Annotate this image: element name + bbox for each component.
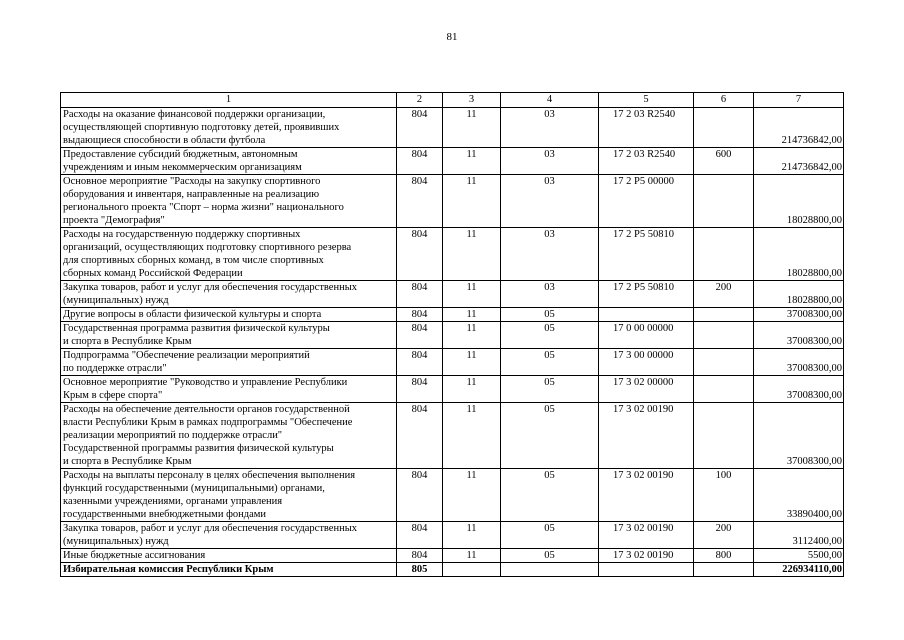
row-expense-type-cell	[694, 108, 754, 148]
row-name-cell: Предоставление субсидий бюджетным, автономным учреждениям и иным некоммерческим организациям	[61, 148, 397, 175]
row-name-cell: Другие вопросы в области физической культуры и спорта	[61, 308, 397, 322]
row-amount-cell: 37008300,00	[754, 322, 844, 349]
row-section-cell: 11	[443, 108, 501, 148]
row-name-cell: Закупка товаров, работ и услуг для обеспечения государственных (муниципальных) нужд	[61, 522, 397, 549]
row-target-article-cell: 17 3 02 00190	[599, 403, 694, 469]
row-name-cell: Закупка товаров, работ и услуг для обеспечения государственных (муниципальных) нужд	[61, 281, 397, 308]
row-name-cell: Основное мероприятие "Руководство и управление Республики Крым в сфере спорта"	[61, 376, 397, 403]
row-name-cell: Расходы на оказание финансовой поддержки организации, осуществляющей спортивную подготовку детей, проявивших выдающиеся способности в области футбола	[61, 108, 397, 148]
table-row	[61, 148, 844, 175]
row-name-cell: Расходы на государственную поддержку спортивных организаций, осуществляющих подготовку спортивного резерва для спортивных сборных команд, в том числе спортивных сборных команд Российской Федерации	[61, 228, 397, 281]
row-expense-type-cell	[694, 228, 754, 281]
budget-table	[60, 92, 844, 577]
row-section-cell: 11	[443, 281, 501, 308]
row-amount-cell: 37008300,00	[754, 403, 844, 469]
row-target-article-cell: 17 2 03 R2540	[599, 108, 694, 148]
row-target-article-cell: 17 3 02 00000	[599, 376, 694, 403]
row-section-cell: 11	[443, 148, 501, 175]
row-amount-cell: 37008300,00	[754, 308, 844, 322]
row-name-cell: Расходы на обеспечение деятельности органов государственной власти Республики Крым в рамках подпрограммы "Обеспечение реализации мероприятий по поддержке отрасли" Государственной программы развития физической культуры и спорта в Республике Крым	[61, 403, 397, 469]
row-grbs-cell: 804	[397, 522, 443, 549]
row-grbs-cell: 804	[397, 175, 443, 228]
row-amount-cell: 214736842,00	[754, 108, 844, 148]
table-row	[61, 376, 844, 403]
row-grbs-cell: 804	[397, 308, 443, 322]
table-row	[61, 549, 844, 563]
row-name-cell: Избирательная комиссия Республики Крым	[61, 563, 397, 577]
row-target-article-cell: 17 2 P5 50810	[599, 281, 694, 308]
page-number: 81	[446, 31, 458, 43]
row-grbs-cell: 804	[397, 376, 443, 403]
row-expense-type-cell	[694, 563, 754, 577]
table-row	[61, 228, 844, 281]
row-section-cell: 11	[443, 403, 501, 469]
row-subsection-cell: 03	[501, 148, 599, 175]
row-expense-type-cell	[694, 308, 754, 322]
row-grbs-cell: 804	[397, 108, 443, 148]
column-header: 7	[754, 93, 844, 108]
table-header-row	[61, 93, 844, 108]
row-amount-cell: 37008300,00	[754, 376, 844, 403]
column-header: 4	[501, 93, 599, 108]
row-amount-cell: 33890400,00	[754, 469, 844, 522]
row-name-cell: Расходы на выплаты персоналу в целях обеспечения выполнения функций государственными (муниципальными) органами, казенными учреждениями, органами управления государственными внебюджетными фондами	[61, 469, 397, 522]
row-subsection-cell: 05	[501, 522, 599, 549]
row-expense-type-cell	[694, 403, 754, 469]
row-amount-cell: 226934110,00	[754, 563, 844, 577]
row-expense-type-cell	[694, 322, 754, 349]
column-header: 1	[61, 93, 397, 108]
row-target-article-cell: 17 2 P5 00000	[599, 175, 694, 228]
row-section-cell: 11	[443, 376, 501, 403]
row-subsection-cell: 03	[501, 228, 599, 281]
row-amount-cell: 37008300,00	[754, 349, 844, 376]
row-amount-cell: 18028800,00	[754, 175, 844, 228]
table-row	[61, 522, 844, 549]
row-target-article-cell: 17 3 02 00190	[599, 522, 694, 549]
row-section-cell: 11	[443, 228, 501, 281]
row-name-cell: Иные бюджетные ассигнования	[61, 549, 397, 563]
row-grbs-cell: 804	[397, 403, 443, 469]
row-subsection-cell	[501, 563, 599, 577]
row-section-cell: 11	[443, 349, 501, 376]
row-expense-type-cell: 200	[694, 281, 754, 308]
row-name-cell: Основное мероприятие "Расходы на закупку спортивного оборудования и инвентаря, направленные на реализацию регионального проекта "Спорт – норма жизни" национального проекта "Демография"	[61, 175, 397, 228]
row-subsection-cell: 03	[501, 175, 599, 228]
row-subsection-cell: 03	[501, 281, 599, 308]
row-expense-type-cell	[694, 376, 754, 403]
row-target-article-cell: 17 2 P5 50810	[599, 228, 694, 281]
row-grbs-cell: 804	[397, 281, 443, 308]
table-row	[61, 108, 844, 148]
row-subsection-cell: 05	[501, 403, 599, 469]
row-amount-cell: 18028800,00	[754, 281, 844, 308]
row-target-article-cell: 17 2 03 R2540	[599, 148, 694, 175]
row-name-cell: Государственная программа развития физической культуры и спорта в Республике Крым	[61, 322, 397, 349]
row-subsection-cell: 05	[501, 349, 599, 376]
row-amount-cell: 18028800,00	[754, 228, 844, 281]
row-subsection-cell: 05	[501, 376, 599, 403]
table-body	[61, 108, 844, 577]
row-expense-type-cell: 100	[694, 469, 754, 522]
column-header: 3	[443, 93, 501, 108]
row-grbs-cell: 804	[397, 148, 443, 175]
row-section-cell: 11	[443, 175, 501, 228]
row-expense-type-cell: 200	[694, 522, 754, 549]
row-target-article-cell: 17 0 00 00000	[599, 322, 694, 349]
table-row	[61, 322, 844, 349]
row-subsection-cell: 05	[501, 308, 599, 322]
row-section-cell	[443, 563, 501, 577]
table-row	[61, 403, 844, 469]
row-expense-type-cell: 600	[694, 148, 754, 175]
table-row	[61, 308, 844, 322]
table-row	[61, 175, 844, 228]
column-header: 5	[599, 93, 694, 108]
row-section-cell: 11	[443, 308, 501, 322]
row-grbs-cell: 804	[397, 349, 443, 376]
row-subsection-cell: 05	[501, 549, 599, 563]
row-target-article-cell	[599, 308, 694, 322]
row-expense-type-cell	[694, 175, 754, 228]
row-grbs-cell: 804	[397, 469, 443, 522]
row-section-cell: 11	[443, 469, 501, 522]
column-header: 2	[397, 93, 443, 108]
row-section-cell: 11	[443, 522, 501, 549]
row-target-article-cell: 17 3 00 00000	[599, 349, 694, 376]
row-grbs-cell: 804	[397, 322, 443, 349]
table-row	[61, 563, 844, 577]
row-subsection-cell: 03	[501, 108, 599, 148]
row-name-cell: Подпрограмма "Обеспечение реализации мероприятий по поддержке отрасли"	[61, 349, 397, 376]
table-row	[61, 469, 844, 522]
row-target-article-cell	[599, 563, 694, 577]
row-target-article-cell: 17 3 02 00190	[599, 549, 694, 563]
row-grbs-cell: 804	[397, 228, 443, 281]
table-row	[61, 349, 844, 376]
column-header: 6	[694, 93, 754, 108]
row-subsection-cell: 05	[501, 469, 599, 522]
row-expense-type-cell: 800	[694, 549, 754, 563]
row-target-article-cell: 17 3 02 00190	[599, 469, 694, 522]
row-section-cell: 11	[443, 322, 501, 349]
row-expense-type-cell	[694, 349, 754, 376]
row-amount-cell: 3112400,00	[754, 522, 844, 549]
row-grbs-cell: 804	[397, 549, 443, 563]
row-section-cell: 11	[443, 549, 501, 563]
row-subsection-cell: 05	[501, 322, 599, 349]
table-row	[61, 281, 844, 308]
row-grbs-cell: 805	[397, 563, 443, 577]
row-amount-cell: 5500,00	[754, 549, 844, 563]
row-amount-cell: 214736842,00	[754, 148, 844, 175]
